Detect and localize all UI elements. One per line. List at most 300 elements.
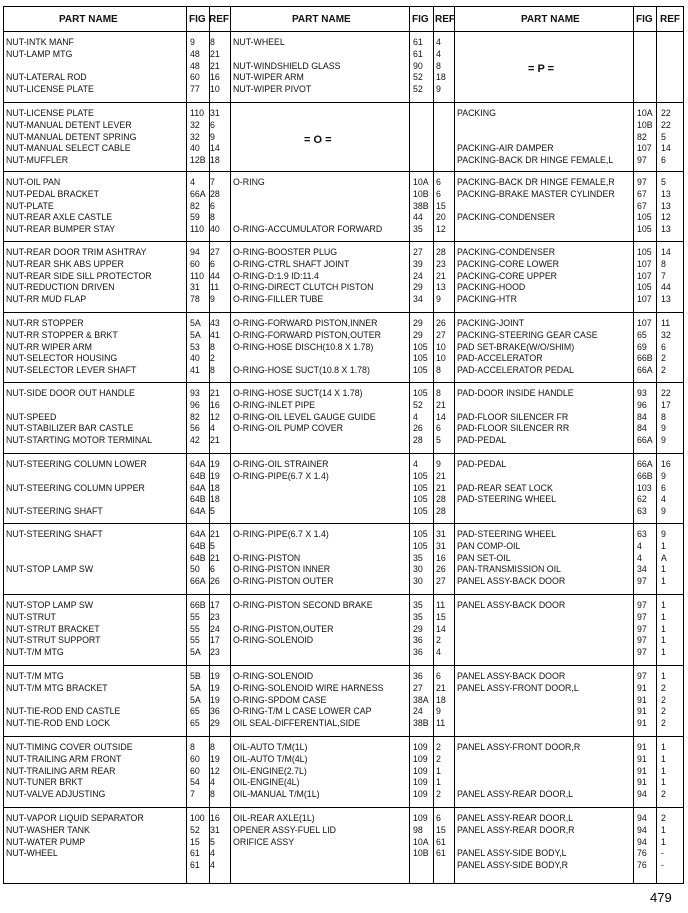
ref-number: 1 xyxy=(661,576,666,587)
part-name: OIL SEAL-DIFFERENTIAL,SIDE xyxy=(233,718,361,729)
fig-number: 10A xyxy=(413,177,429,187)
part-name: NUT-STABILIZER BAR CASTLE xyxy=(6,423,134,434)
part-name: NUT-PEDAL BRACKET xyxy=(6,188,100,199)
fig-number: 97 xyxy=(637,671,647,681)
ref-number: 18 xyxy=(436,72,446,83)
fig-number: 32 xyxy=(190,131,200,142)
fig-number: 64B xyxy=(190,540,206,551)
ref-number: 26 xyxy=(210,576,220,587)
letter-separator: = O = xyxy=(304,134,332,146)
ref-number: 6 xyxy=(661,482,666,493)
part-name: NUT-TRAILING ARM REAR xyxy=(6,765,116,776)
ref-number: 19 xyxy=(210,694,220,705)
part-name: PANEL ASSY-REAR DOOR,L xyxy=(457,813,574,823)
ref-number: 43 xyxy=(210,318,220,328)
fig-number: 69 xyxy=(637,341,647,352)
fig-number: 28 xyxy=(413,435,423,446)
ref-number: 28 xyxy=(436,506,446,517)
header-ref: REF xyxy=(209,14,229,25)
section-divider xyxy=(4,736,683,737)
ref-number: 2 xyxy=(661,706,666,717)
fig-number: 105 xyxy=(637,212,652,223)
part-name: NUT-VAPOR LIQUID SEPARATOR xyxy=(6,813,144,823)
ref-number: 1 xyxy=(661,742,666,752)
ref-number: 29 xyxy=(210,718,220,729)
ref-number: - xyxy=(661,860,664,871)
ref-number: 9 xyxy=(661,423,666,434)
fig-number: 109 xyxy=(413,742,428,752)
part-name: NUT-TRAILING ARM FRONT xyxy=(6,753,122,764)
fig-number: 107 xyxy=(637,258,652,269)
fig-number: 5A xyxy=(190,329,201,340)
ref-number: 9 xyxy=(436,459,441,469)
ref-number: 28 xyxy=(436,494,446,505)
fig-number: 100 xyxy=(190,813,205,823)
part-name: PAD-STEERING WHEEL xyxy=(457,494,557,505)
fig-number: 30 xyxy=(413,576,423,587)
part-name: PAD-DOOR INSIDE HANDLE xyxy=(457,388,574,398)
ref-number: A xyxy=(661,552,667,563)
ref-number: 8 xyxy=(436,388,441,398)
fig-number: 41 xyxy=(190,365,200,376)
part-name: O-RING-SOLENOID xyxy=(233,671,314,681)
ref-number: 1 xyxy=(436,765,441,776)
fig-number: 38B xyxy=(413,718,429,729)
page-number: 479 xyxy=(650,890,672,905)
part-name: NUT-T/M MTG BRACKET xyxy=(6,682,108,693)
ref-number: 10 xyxy=(436,341,446,352)
part-name: NUT-STRUT SUPPORT xyxy=(6,635,101,646)
part-name: PACKING-CORE UPPER xyxy=(457,270,558,281)
ref-number: 26 xyxy=(436,318,446,328)
ref-number: 2 xyxy=(661,813,666,823)
fig-number: 7 xyxy=(190,789,195,800)
fig-number: 84 xyxy=(637,423,647,434)
part-name: NUT-REAR AXLE CASTLE xyxy=(6,212,113,223)
part-name: PACKING-HTR xyxy=(457,294,517,305)
header-ref: REF xyxy=(435,14,455,25)
part-name: NUT-STARTING MOTOR TERMINAL xyxy=(6,435,152,446)
fig-number: 66A xyxy=(637,365,653,376)
part-name: O-RING-ACCUMULATOR FORWARD xyxy=(233,224,383,235)
ref-number: 28 xyxy=(210,188,220,199)
ref-number: 2 xyxy=(661,718,666,729)
ref-number: 6 xyxy=(436,177,441,187)
fig-number: 97 xyxy=(637,600,647,610)
fig-number: 36 xyxy=(413,635,423,646)
header-fig: FIG xyxy=(189,14,206,25)
fig-number: 97 xyxy=(637,177,647,187)
letter-separator: = P = xyxy=(528,63,555,75)
part-name: NUT-STEERING SHAFT xyxy=(6,506,103,517)
ref-number: 8 xyxy=(661,258,666,269)
fig-number: 105 xyxy=(413,529,428,539)
part-name: O-RING-T/M L CASE LOWER CAP xyxy=(233,706,372,717)
part-name: PAD-REAR SEAT LOCK xyxy=(457,482,553,493)
fig-number: 67 xyxy=(637,188,647,199)
fig-number: 64A xyxy=(190,482,206,493)
fig-number: 98 xyxy=(413,824,423,835)
ref-number: 8 xyxy=(210,742,215,752)
fig-number: 107 xyxy=(637,294,652,305)
fig-number: 26 xyxy=(413,423,423,434)
fig-number: 66B xyxy=(637,470,653,481)
header-part-name: PART NAME xyxy=(292,14,351,25)
ref-number: 2 xyxy=(661,353,666,364)
ref-number: 13 xyxy=(661,200,671,211)
ref-number: 12 xyxy=(661,212,671,223)
fig-number: 105 xyxy=(637,224,652,235)
fig-number: 55 xyxy=(190,623,200,634)
fig-number: 97 xyxy=(637,155,647,166)
fig-number: 110 xyxy=(190,270,205,281)
ref-number: 1 xyxy=(661,600,666,610)
fig-number: 29 xyxy=(413,623,423,634)
ref-number: 31 xyxy=(436,529,446,539)
part-name: NUT-STOP LAMP SW xyxy=(6,564,94,575)
part-name: O-RING-PISTON,OUTER xyxy=(233,623,334,634)
parts-index-page xyxy=(3,6,684,884)
ref-number: 23 xyxy=(436,258,446,269)
fig-number: 91 xyxy=(637,777,647,788)
part-name: PAD SET-BRAKE(W/O/SHIM) xyxy=(457,341,575,352)
part-name: O-RING-OIL LEVEL GAUGE GUIDE xyxy=(233,411,376,422)
ref-number: 36 xyxy=(210,706,220,717)
part-name: O-RING-HOSE DISCH(10.8 X 1.78) xyxy=(233,341,374,352)
ref-number: 26 xyxy=(436,564,446,575)
part-name: NUT-STRUT xyxy=(6,611,56,622)
ref-number: 21 xyxy=(436,270,446,281)
part-name: PACKING-CONDENSER xyxy=(457,212,556,223)
fig-number: 4 xyxy=(413,459,418,469)
fig-number: 12B xyxy=(190,155,206,166)
ref-number: 8 xyxy=(210,212,215,223)
ref-number: 23 xyxy=(210,647,220,658)
ref-number: 12 xyxy=(436,224,446,235)
ref-number: 1 xyxy=(661,647,666,658)
ref-number: 16 xyxy=(210,72,220,83)
fig-number: 94 xyxy=(637,789,647,800)
fig-number: 105 xyxy=(413,470,428,481)
ref-number: 4 xyxy=(436,48,441,59)
ref-number: 19 xyxy=(210,459,220,469)
fig-number: 107 xyxy=(637,143,652,154)
column-rule xyxy=(230,7,231,883)
fig-number: 48 xyxy=(190,48,200,59)
ref-number: 2 xyxy=(661,682,666,693)
fig-number: 109 xyxy=(413,753,428,764)
ref-number: 4 xyxy=(436,647,441,658)
fig-number: 82 xyxy=(637,131,647,142)
fig-number: 97 xyxy=(637,611,647,622)
part-name: PAN COMP-OIL xyxy=(457,540,521,551)
part-name: O-RING-PIPE(6.7 X 1.4) xyxy=(233,470,329,481)
fig-number: 84 xyxy=(637,411,647,422)
fig-number: 109 xyxy=(413,789,428,800)
ref-number: 1 xyxy=(661,765,666,776)
part-name: PANEL ASSY-REAR DOOR,R xyxy=(457,824,575,835)
ref-number: 22 xyxy=(661,119,671,130)
fig-number: 55 xyxy=(190,611,200,622)
ref-number: 32 xyxy=(661,329,671,340)
part-name: NUT-WINDSHIELD GLASS xyxy=(233,60,341,71)
fig-number: 105 xyxy=(637,282,652,293)
fig-number: 40 xyxy=(190,353,200,364)
part-name: O-RING-SOLENOID xyxy=(233,635,314,646)
ref-number: 2 xyxy=(210,353,215,364)
fig-number: 61 xyxy=(190,860,200,871)
fig-number: 62 xyxy=(637,494,647,505)
part-name: NUT-WHEEL xyxy=(233,37,285,47)
fig-number: 38B xyxy=(413,200,429,211)
fig-number: 5A xyxy=(190,647,201,658)
ref-number: 21 xyxy=(436,482,446,493)
fig-number: 64A xyxy=(190,506,206,517)
fig-number: 34 xyxy=(413,294,423,305)
fig-number: 82 xyxy=(190,200,200,211)
ref-number: 1 xyxy=(661,824,666,835)
ref-number: 2 xyxy=(661,789,666,800)
part-name: NUT-T/M MTG xyxy=(6,671,64,681)
ref-number: 1 xyxy=(661,671,666,681)
section-divider xyxy=(4,594,683,595)
fig-number: 10B xyxy=(413,848,429,859)
fig-number: 60 xyxy=(190,258,200,269)
ref-number: 1 xyxy=(661,836,666,847)
ref-number: 27 xyxy=(436,576,446,587)
fig-number: 52 xyxy=(413,72,423,83)
ref-number: 12 xyxy=(210,765,220,776)
ref-number: 21 xyxy=(210,388,220,398)
part-name: O-RING-PISTON OUTER xyxy=(233,576,334,587)
ref-number: 21 xyxy=(210,552,220,563)
part-name: NUT-T/M MTG xyxy=(6,647,64,658)
fig-number: 82 xyxy=(190,411,200,422)
part-name: NUT-LICENSE PLATE xyxy=(6,84,94,95)
fig-number: 10B xyxy=(413,188,429,199)
fig-number: 93 xyxy=(637,388,647,398)
fig-number: 105 xyxy=(413,365,428,376)
ref-number: 21 xyxy=(436,682,446,693)
part-name: O-RING-D:1.9 ID:11.4 xyxy=(233,270,319,281)
fig-number: 64B xyxy=(190,494,206,505)
fig-number: 105 xyxy=(637,247,652,257)
column-rule xyxy=(186,7,187,883)
ref-number: 17 xyxy=(210,600,220,610)
fig-number: 29 xyxy=(413,318,423,328)
part-name: OPENER ASSY-FUEL LID xyxy=(233,824,336,835)
part-name: PANEL ASSY-SIDE BODY,R xyxy=(457,860,568,871)
part-name: NUT-TIE-ROD END CASTLE xyxy=(6,706,121,717)
ref-number: 1 xyxy=(661,777,666,788)
section-divider xyxy=(4,102,683,103)
part-name: NUT-SPEED xyxy=(6,411,57,422)
fig-number: 8 xyxy=(190,742,195,752)
ref-number: 14 xyxy=(436,411,446,422)
part-name: OIL-MANUAL T/M(1L) xyxy=(233,789,320,800)
fig-number: 109 xyxy=(413,813,428,823)
part-name: OIL-REAR AXLE(1L) xyxy=(233,813,315,823)
part-name: O-RING-PISTON SECOND BRAKE xyxy=(233,600,373,610)
part-name: PACKING xyxy=(457,108,496,118)
part-name: NUT-REAR SIDE SILL PROTECTOR xyxy=(6,270,152,281)
fig-number: 65 xyxy=(190,718,200,729)
part-name: PANEL ASSY-REAR DOOR,L xyxy=(457,789,574,800)
ref-number: 9 xyxy=(436,706,441,717)
ref-number: 4 xyxy=(210,860,215,871)
part-name: NUT-WIPER ARM xyxy=(233,72,304,83)
ref-number: 9 xyxy=(661,435,666,446)
ref-number: 8 xyxy=(210,789,215,800)
ref-number: 19 xyxy=(210,470,220,481)
fig-number: 110 xyxy=(190,108,205,118)
ref-number: 6 xyxy=(436,423,441,434)
fig-number: 10B xyxy=(637,119,653,130)
fig-number: 35 xyxy=(413,552,423,563)
section-divider xyxy=(4,171,683,172)
ref-number: 1 xyxy=(661,611,666,622)
fig-number: 42 xyxy=(190,435,200,446)
fig-number: 55 xyxy=(190,635,200,646)
ref-number: 14 xyxy=(436,623,446,634)
ref-number: 8 xyxy=(436,60,441,71)
fig-number: 94 xyxy=(637,813,647,823)
fig-number: 94 xyxy=(637,836,647,847)
ref-number: 8 xyxy=(210,37,215,47)
fig-number: 36 xyxy=(413,671,423,681)
fig-number: 107 xyxy=(637,270,652,281)
fig-number: 24 xyxy=(413,706,423,717)
part-name: NUT-LATERAL ROD xyxy=(6,72,87,83)
part-name: NUT-STEERING COLUMN UPPER xyxy=(6,482,145,493)
part-name: PAD-PEDAL xyxy=(457,459,507,469)
ref-number: 11 xyxy=(210,282,220,293)
section-divider xyxy=(4,665,683,666)
fig-number: 97 xyxy=(637,623,647,634)
fig-number: 96 xyxy=(190,399,200,410)
ref-number: 15 xyxy=(436,824,446,835)
ref-number: 6 xyxy=(661,341,666,352)
ref-number: 20 xyxy=(436,212,446,223)
part-name: PANEL ASSY-FRONT DOOR,R xyxy=(457,742,581,752)
fig-number: 60 xyxy=(190,765,200,776)
part-name: NUT-VALVE ADJUSTING xyxy=(6,789,106,800)
fig-number: 53 xyxy=(190,341,200,352)
ref-number: 11 xyxy=(436,718,446,729)
fig-number: 105 xyxy=(413,482,428,493)
ref-number: 28 xyxy=(436,247,446,257)
fig-number: 105 xyxy=(413,388,428,398)
ref-number: 4 xyxy=(210,777,215,788)
ref-number: 14 xyxy=(661,247,671,257)
ref-number: 9 xyxy=(210,131,215,142)
fig-number: 78 xyxy=(190,294,200,305)
part-name: NUT-WIPER PIVOT xyxy=(233,84,312,95)
fig-number: 91 xyxy=(637,718,647,729)
part-name: OIL-AUTO T/M(4L) xyxy=(233,753,308,764)
ref-number: 10 xyxy=(436,353,446,364)
part-name: PANEL ASSY-BACK DOOR xyxy=(457,671,566,681)
fig-number: 66B xyxy=(637,353,653,364)
ref-number: 2 xyxy=(436,789,441,800)
ref-number: 21 xyxy=(436,399,446,410)
fig-number: 97 xyxy=(637,635,647,646)
fig-number: 64B xyxy=(190,470,206,481)
fig-number: 35 xyxy=(413,611,423,622)
fig-number: 91 xyxy=(637,706,647,717)
part-name: NUT-PLATE xyxy=(6,200,54,211)
part-name: PACKING-HOOD xyxy=(457,282,526,293)
part-name: NUT-SELECTOR LEVER SHAFT xyxy=(6,365,137,376)
fig-number: 50 xyxy=(190,564,200,575)
ref-number: 11 xyxy=(436,600,446,610)
fig-number: 5A xyxy=(190,318,201,328)
fig-number: 66A xyxy=(190,188,206,199)
ref-number: 24 xyxy=(210,623,220,634)
fig-number: 110 xyxy=(190,224,205,235)
fig-number: 10A xyxy=(413,836,429,847)
ref-number: 7 xyxy=(661,270,666,281)
part-name: ORIFICE ASSY xyxy=(233,836,295,847)
ref-number: 19 xyxy=(210,682,220,693)
ref-number: 4 xyxy=(210,848,215,859)
fig-number: 105 xyxy=(413,506,428,517)
part-name: NUT-STEERING SHAFT xyxy=(6,529,103,539)
fig-number: 109 xyxy=(413,777,428,788)
fig-number: 27 xyxy=(413,247,423,257)
ref-number: 21 xyxy=(210,435,220,446)
ref-number: 6 xyxy=(210,564,215,575)
fig-number: 61 xyxy=(190,848,200,859)
ref-number: 1 xyxy=(661,635,666,646)
part-name: O-RING-SOLENOID WIRE HARNESS xyxy=(233,682,384,693)
ref-number: 19 xyxy=(210,671,220,681)
fig-number: 77 xyxy=(190,84,200,95)
ref-number: 17 xyxy=(210,635,220,646)
ref-number: 14 xyxy=(210,143,220,154)
fig-number: 60 xyxy=(190,72,200,83)
header-fig: FIG xyxy=(636,14,653,25)
fig-number: 4 xyxy=(637,552,642,563)
ref-number: 2 xyxy=(436,753,441,764)
ref-number: 5 xyxy=(661,131,666,142)
part-name: PACKING-BACK DR HINGE FEMALE,L xyxy=(457,155,614,166)
ref-number: 18 xyxy=(436,694,446,705)
ref-number: 6 xyxy=(661,155,666,166)
part-name: PAD-STEERING WHEEL xyxy=(457,529,557,539)
part-name: NUT-OIL PAN xyxy=(6,177,61,187)
ref-number: 44 xyxy=(210,270,220,281)
fig-number: 5A xyxy=(190,682,201,693)
ref-number: 19 xyxy=(210,753,220,764)
part-name: NUT-TIMING COVER OUTSIDE xyxy=(6,742,133,752)
part-name: NUT-RR MUD FLAP xyxy=(6,294,87,305)
part-name: PACKING-CORE LOWER xyxy=(457,258,559,269)
part-name: O-RING-CTRL SHAFT JOINT xyxy=(233,258,350,269)
ref-number: 21 xyxy=(436,470,446,481)
ref-number: 12 xyxy=(210,411,220,422)
part-name: NUT-MANUAL DETENT LEVER xyxy=(6,119,132,130)
part-name: NUT-MANUAL SELECT CABLE xyxy=(6,143,131,154)
table-header xyxy=(4,7,683,32)
ref-number: 8 xyxy=(210,365,215,376)
header-part-name: PART NAME xyxy=(59,14,118,25)
part-name: NUT-WATER PUMP xyxy=(6,836,86,847)
ref-number: 2 xyxy=(436,635,441,646)
ref-number: 15 xyxy=(436,200,446,211)
ref-number: 6 xyxy=(436,813,441,823)
ref-number: 9 xyxy=(210,294,215,305)
